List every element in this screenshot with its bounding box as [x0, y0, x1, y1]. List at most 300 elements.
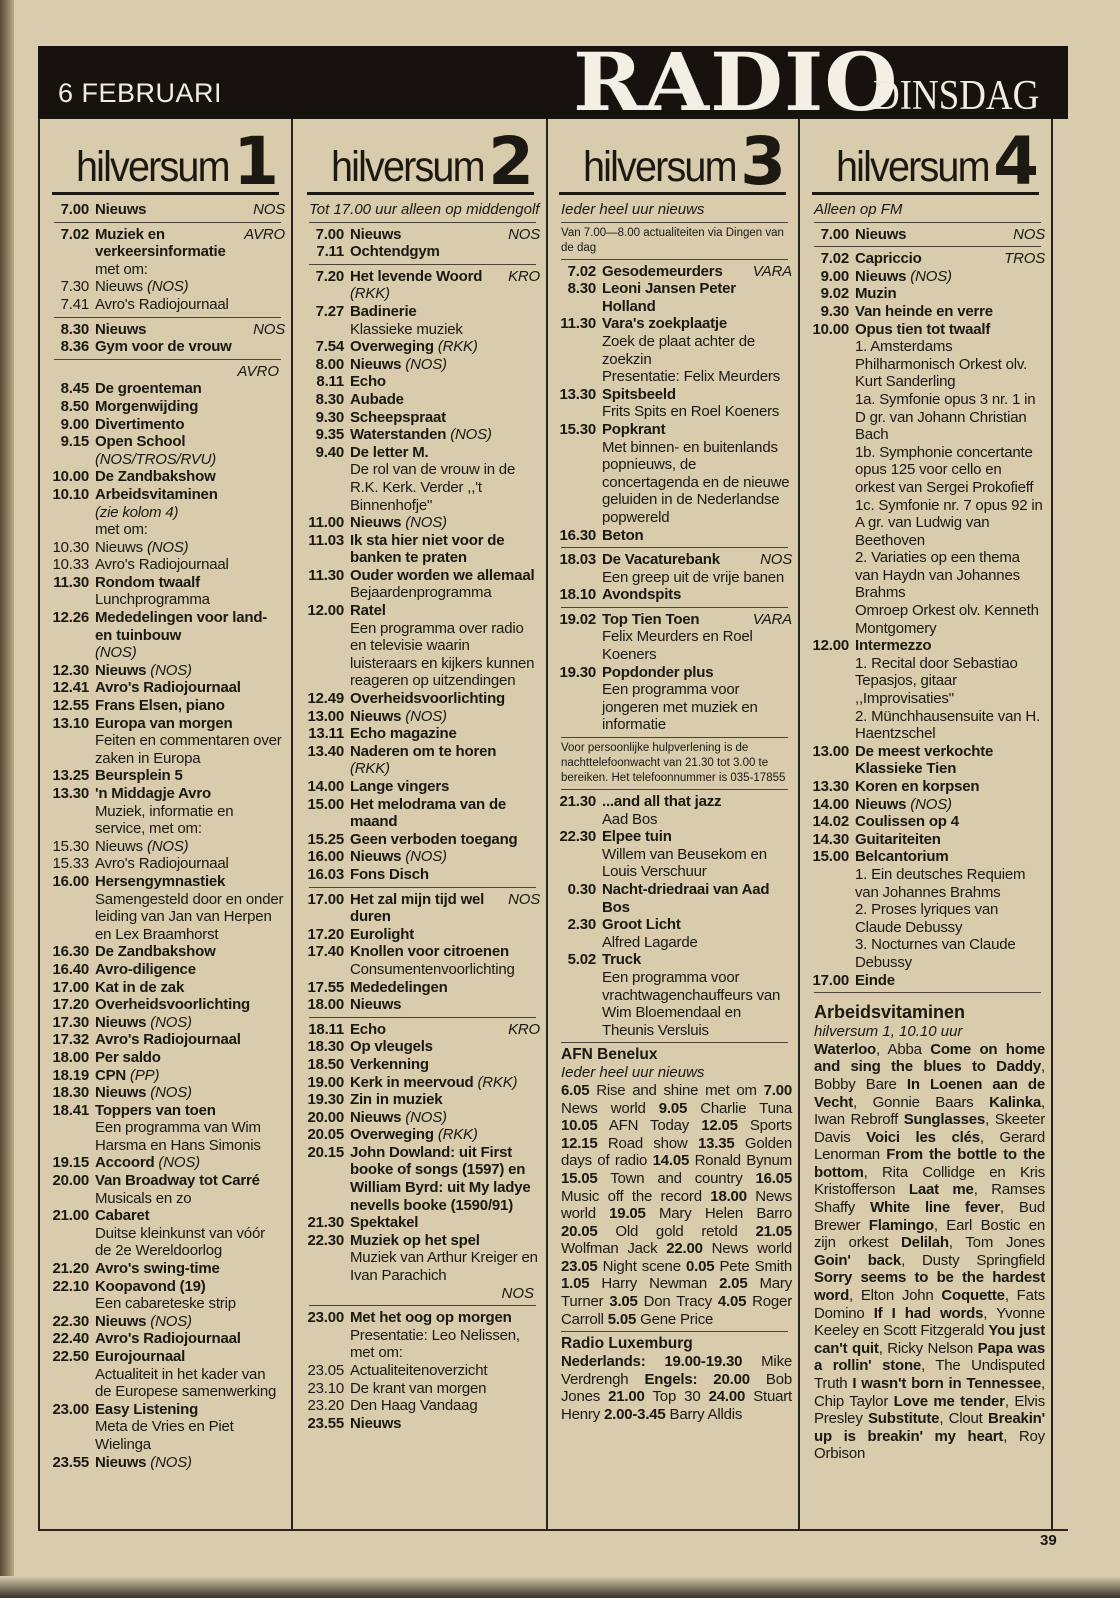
program-body — [95, 1278, 285, 1313]
program-time: 15.30 — [559, 420, 596, 438]
divider — [814, 246, 1041, 247]
program-body — [95, 838, 285, 856]
program-body — [350, 690, 540, 708]
broadcaster-note: (NOS) — [158, 1154, 200, 1172]
program-time: 7.27 — [315, 302, 344, 320]
artist-name: , Abba — [876, 1040, 931, 1058]
program-time: 8.30 — [315, 390, 344, 408]
program-title-line — [602, 421, 792, 439]
program-title-line — [855, 848, 1045, 866]
broadcaster-label: NOS — [1013, 225, 1045, 243]
program-time: 7.00 — [60, 201, 89, 218]
program-title: Nieuws — [350, 514, 402, 532]
program-body — [350, 1232, 540, 1285]
program-time: 13.30 — [559, 385, 596, 403]
program-title: Nieuws — [95, 320, 147, 338]
program-body — [95, 556, 285, 574]
program-body — [855, 226, 1045, 244]
program-entry — [303, 1144, 540, 1214]
divider — [561, 1042, 788, 1043]
program-title: Easy Listening — [95, 1400, 199, 1418]
program-body — [95, 398, 285, 416]
program-entry — [48, 539, 285, 557]
program-title: Mary Turner — [561, 1275, 793, 1311]
program-title: De Zandbakshow — [95, 468, 216, 486]
program-title-line — [855, 268, 1045, 286]
song-title: Sorry seems to be the hardest word — [814, 1269, 1045, 1305]
program-entry — [808, 796, 1045, 814]
program-title: Waterstanden — [350, 426, 447, 444]
program-body — [350, 866, 540, 884]
program-title-line — [350, 996, 540, 1014]
program-title: Rise and shine met om — [596, 1081, 757, 1099]
broadcaster-note: (zie kolom 4) — [95, 503, 179, 521]
program-body — [95, 943, 285, 961]
program-time: 23.55 — [307, 1414, 344, 1432]
program-title: Verkenning — [350, 1055, 429, 1073]
program-body — [95, 1154, 285, 1172]
program-time: 15.30 — [52, 837, 89, 855]
program-title: Nieuws — [350, 355, 402, 373]
channel-number: 3 — [740, 123, 786, 200]
program-time: 23.05 — [561, 1257, 598, 1275]
program-body — [95, 961, 285, 979]
program-title-line — [350, 1214, 540, 1232]
song-title: White line fever — [870, 1199, 1000, 1217]
program-time: 19.30 — [559, 663, 596, 681]
program-title: Town and country — [610, 1169, 743, 1187]
program-entry — [48, 321, 285, 339]
program-title: Overheidsvoorlichting — [95, 996, 250, 1014]
program-title: Koren en korpsen — [855, 778, 980, 795]
song-title: Papa was a rollin' stone — [814, 1339, 1045, 1375]
program-time: 24.00 — [708, 1388, 746, 1406]
program-title-line — [95, 556, 285, 574]
program-title: Nieuws — [95, 201, 147, 218]
program-body — [350, 891, 540, 926]
program-title: Golden days of radio — [561, 1134, 793, 1170]
program-time: 14.30 — [812, 830, 849, 848]
program-time: 22.40 — [52, 1330, 89, 1348]
program-title-line — [350, 866, 540, 884]
song-title: Waterloo — [814, 1040, 877, 1058]
program-body — [350, 567, 540, 602]
program-title: John Dowland: uit First booke of songs (1597) en William Byrd: uit My ladye nevells booke (1590/91) — [350, 1143, 531, 1214]
program-title-line — [350, 514, 540, 532]
program-title-line — [95, 838, 285, 856]
program-body — [350, 778, 540, 796]
program-time: 19.15 — [52, 1154, 89, 1172]
program-entry — [555, 551, 792, 586]
program-description: 2. Proses lyriques van Claude Debussy — [855, 901, 999, 936]
program-entry — [48, 416, 285, 434]
program-title: Nieuws — [95, 837, 143, 855]
program-entry — [303, 1362, 540, 1380]
program-body — [95, 767, 285, 785]
program-title-line — [602, 263, 792, 281]
program-title: De letter M. — [350, 443, 429, 461]
program-title-line — [350, 391, 540, 409]
program-title: Cabaret — [95, 1207, 150, 1225]
program-entry — [48, 662, 285, 680]
program-entry — [303, 1056, 540, 1074]
program-entry — [303, 1380, 540, 1398]
artist-name: , Clout — [939, 1410, 988, 1428]
program-entry — [48, 398, 285, 416]
program-title-line — [602, 315, 792, 333]
program-description: 1. Amsterdams Philharmonisch Orkest olv. Kurt Sanderling — [855, 338, 1028, 391]
program-time: 18.00 — [710, 1187, 747, 1205]
program-title: Per saldo — [95, 1048, 161, 1066]
program-time: 7.00 — [820, 225, 849, 243]
program-body — [350, 1362, 540, 1380]
program-entry — [808, 813, 1045, 831]
broadcaster-label: KRO — [508, 267, 540, 285]
program-description: 2. Münchhausensuite van H. Haentzschel — [855, 707, 1040, 743]
program-body — [855, 972, 1045, 990]
program-title-line — [95, 961, 285, 979]
program-entry — [303, 338, 540, 356]
program-entry — [48, 296, 285, 314]
program-title: Nieuws — [855, 225, 907, 243]
program-title: Avro's Radiojournaal — [95, 1031, 241, 1049]
program-title-line — [602, 664, 792, 682]
program-body — [350, 979, 540, 997]
program-time: 7.20 — [315, 267, 344, 285]
program-time: 12.41 — [52, 679, 89, 697]
program-title-line — [350, 796, 540, 831]
divider — [309, 1017, 536, 1018]
program-body — [602, 828, 792, 881]
program-time: 21.30 — [559, 793, 596, 811]
program-title-line — [350, 1397, 540, 1415]
program-time: 0.05 — [685, 1257, 715, 1275]
program-time: 7.02 — [820, 250, 849, 268]
program-description: Een cabareteske strip — [95, 1295, 236, 1313]
program-title: Nieuws — [350, 848, 402, 866]
broadcaster-label: NOS — [508, 890, 540, 908]
program-title-line — [350, 567, 540, 585]
artist-name: , The Undisputed Truth — [814, 1357, 1045, 1392]
program-title: News world — [561, 1187, 792, 1223]
program-time: 18.19 — [52, 1066, 89, 1084]
program-title-line — [95, 574, 285, 592]
channel-name: hilversum — [836, 143, 989, 191]
program-entry — [303, 356, 540, 374]
program-time: 2.00-3.45 — [603, 1406, 666, 1424]
program-title-line — [95, 1207, 285, 1225]
program-body — [602, 916, 792, 951]
program-entry — [303, 514, 540, 532]
program-title-line — [602, 916, 792, 934]
program-entry — [555, 280, 792, 315]
program-title: Night scene — [602, 1257, 681, 1275]
program-body — [350, 1397, 540, 1415]
program-title-line — [350, 979, 540, 997]
program-description: 1b. Symphonie concertante opus 125 voor cello en orkest van Sergei Prokofieff — [855, 443, 1034, 496]
program-title: Muziek en verkeersinformatie — [95, 225, 226, 261]
channel-header — [52, 119, 279, 200]
program-time: 3.05 — [609, 1293, 638, 1311]
program-title-line — [350, 708, 540, 726]
program-time: 13.30 — [52, 785, 89, 802]
program-title: Nieuws — [350, 707, 402, 725]
program-body — [95, 278, 285, 296]
program-entry — [303, 831, 540, 849]
program-title: Pete Smith — [719, 1257, 793, 1275]
program-title-line — [602, 611, 792, 629]
program-title-line — [855, 303, 1045, 321]
program-body — [95, 433, 285, 468]
program-title-line — [855, 321, 1045, 339]
broadcaster-note: (RKK) — [350, 285, 390, 303]
program-title-line — [95, 1154, 285, 1172]
program-time: 22.50 — [52, 1348, 89, 1365]
program-time: 17.00 — [812, 971, 849, 989]
program-title: Mededelingen voor land- en tuinbouw — [95, 609, 268, 644]
program-title: Zin in muziek — [350, 1091, 443, 1109]
program-title: Vara's zoekplaatje — [602, 315, 728, 333]
program-body — [350, 1021, 540, 1039]
program-title-line — [95, 1067, 285, 1085]
program-title-line — [602, 586, 792, 604]
channel-column-hilversum-1 — [40, 119, 293, 1529]
program-title: Kat in de zak — [95, 978, 185, 996]
program-body — [350, 1380, 540, 1398]
program-title-line — [350, 444, 540, 462]
program-entry — [808, 285, 1045, 303]
program-time: 9.00 — [60, 415, 89, 433]
program-title: Elpee tuin — [602, 828, 672, 846]
program-entry — [48, 996, 285, 1014]
program-body — [855, 848, 1045, 971]
program-body — [95, 715, 285, 768]
program-body — [95, 1049, 285, 1067]
program-title-line — [350, 1232, 540, 1250]
program-body — [602, 793, 792, 828]
program-title-line — [95, 1084, 285, 1102]
program-time: 18.11 — [308, 1020, 344, 1038]
program-entry — [48, 278, 285, 296]
program-title-line — [95, 1278, 285, 1296]
program-title: Top 30 — [652, 1388, 701, 1406]
program-title-line — [95, 416, 285, 434]
program-body — [95, 979, 285, 997]
broadcaster-label: VARA — [752, 610, 792, 628]
program-title: Nacht-driedraai van Aad Bos — [602, 881, 770, 916]
program-time: 15.33 — [52, 855, 89, 873]
program-title-line — [95, 996, 285, 1014]
program-title: Beton — [602, 526, 644, 544]
program-title-line — [350, 891, 540, 926]
program-title-line — [95, 855, 285, 873]
program-body — [95, 1313, 285, 1331]
program-title-line — [95, 486, 285, 504]
program-title-line — [855, 285, 1045, 303]
program-title-line — [350, 602, 540, 620]
program-title-line — [602, 551, 792, 569]
program-title: Avro's Radiojournaal — [95, 556, 229, 574]
program-title-line — [350, 943, 540, 961]
program-description: Presentatie: Leo Nelissen, met om: — [350, 1326, 520, 1362]
program-description: met om: — [95, 260, 148, 278]
program-entry — [48, 338, 285, 356]
program-entry — [303, 426, 540, 444]
channel-header — [812, 119, 1039, 200]
program-body — [350, 926, 540, 944]
song-title: From the bottle to the bottom — [814, 1146, 1045, 1181]
broadcaster-note: (NOS) — [405, 1108, 447, 1126]
divider — [561, 259, 788, 260]
program-title: Nieuws — [95, 661, 147, 679]
program-time: 18.10 — [559, 586, 596, 604]
program-entry — [555, 421, 792, 527]
program-body — [95, 226, 285, 279]
program-time: 12.55 — [52, 697, 89, 715]
divider — [814, 992, 1041, 993]
program-title-line — [350, 356, 540, 374]
program-entry — [48, 1049, 285, 1067]
program-title-line — [350, 1362, 540, 1380]
program-body — [350, 708, 540, 726]
program-time: 15.25 — [307, 830, 344, 848]
program-title-line — [350, 338, 540, 356]
program-title-line — [95, 873, 285, 891]
program-time: 16.03 — [307, 865, 344, 883]
program-time: 7.54 — [315, 338, 344, 356]
program-description: Felix Meurders en Roel Koeners — [602, 628, 753, 664]
artist-name: , Gerard Lenorman — [814, 1128, 1045, 1164]
program-description: Omroep Orkest olv. Kenneth Montgomery — [855, 602, 1039, 637]
program-time: 8.11 — [316, 373, 344, 391]
program-time: 22.30 — [52, 1312, 89, 1330]
program-entry — [555, 828, 792, 881]
program-title-line — [350, 373, 540, 391]
broadcaster-label: NOS — [508, 225, 540, 243]
program-title: Nieuws — [95, 1084, 147, 1102]
program-time: 5.05 — [607, 1310, 637, 1328]
program-entry — [303, 778, 540, 796]
broadcaster-label: KRO — [508, 1020, 540, 1038]
program-body — [350, 725, 540, 743]
program-body — [350, 356, 540, 374]
program-time: 9.35 — [315, 426, 344, 444]
program-body — [95, 855, 285, 873]
divider — [561, 222, 788, 223]
program-title: Avro-diligence — [95, 960, 196, 978]
program-time: 23.00 — [307, 1309, 344, 1327]
program-title: Het zal mijn tijd wel duren — [350, 890, 485, 926]
program-title: Accoord — [95, 1154, 155, 1172]
program-title: Toppers van toen — [95, 1101, 216, 1119]
program-time: 22.30 — [307, 1231, 344, 1249]
divider — [54, 222, 281, 223]
program-title-line — [95, 380, 285, 398]
program-body — [350, 1091, 540, 1109]
divider — [54, 317, 281, 318]
broadcaster-label: VARA — [752, 262, 792, 280]
program-body — [855, 813, 1045, 831]
program-title-line — [95, 767, 285, 785]
program-time: 23.05 — [307, 1362, 344, 1379]
program-title: Koopavond (19) — [95, 1277, 206, 1295]
song-title: Coquette — [941, 1287, 1005, 1305]
song-title: Laat me — [908, 1181, 974, 1199]
song-title: Flamingo — [868, 1216, 934, 1234]
program-body — [95, 539, 285, 557]
program-title: Scheepspraat — [350, 408, 446, 426]
program-description: 1. Recital door Sebastiao Tepasjos, gitaar ,,Improvisaties" — [855, 654, 1018, 708]
program-body — [350, 1144, 540, 1214]
program-entry — [48, 1401, 285, 1454]
program-body — [95, 1207, 285, 1260]
program-time: 21.00 — [52, 1207, 89, 1225]
program-body — [855, 778, 1045, 796]
program-title: Old gold retold — [615, 1222, 738, 1240]
program-title-line — [602, 386, 792, 404]
program-title: Don Tracy — [643, 1293, 713, 1311]
program-entry — [808, 831, 1045, 849]
program-entry — [48, 1031, 285, 1049]
program-title-line — [350, 690, 540, 708]
program-description: Frits Spits en Roel Koeners — [602, 403, 780, 421]
program-title-line — [855, 778, 1045, 796]
program-title: Leoni Jansen Peter Holland — [602, 280, 736, 315]
song-title: Delilah — [901, 1234, 949, 1252]
program-title: Avro's swing-time — [95, 1260, 220, 1278]
program-time: 12.00 — [812, 637, 849, 655]
program-title: Avondspits — [602, 586, 682, 604]
program-time: 8.30 — [567, 280, 596, 298]
program-body — [95, 321, 285, 339]
program-title: Avro's Radiojournaal — [95, 855, 229, 873]
page-binding — [0, 0, 14, 1598]
program-description: Muziek, informatie en service, met om: — [95, 802, 234, 838]
broadcaster-label: TROS — [1004, 250, 1045, 268]
program-time: 18.00 — [307, 996, 344, 1014]
program-body — [855, 268, 1045, 286]
program-title-line — [95, 338, 285, 356]
program-entry — [303, 1021, 540, 1039]
program-time: 17.55 — [307, 978, 344, 996]
program-title: Echo magazine — [350, 725, 457, 743]
channel-name: hilversum — [331, 143, 484, 191]
program-title: Avro's Radiojournaal — [95, 679, 241, 697]
program-entry — [303, 268, 540, 303]
program-time: 16.00 — [52, 872, 89, 890]
intro-note: Tot 17.00 uur alleen op middengolf — [309, 201, 540, 218]
program-body — [602, 263, 792, 281]
program-time: 7.00 — [315, 225, 344, 243]
artist-name: , Rita Collidge en Kris Kristofferson — [814, 1163, 1045, 1199]
program-entry — [808, 743, 1045, 778]
program-entry — [48, 855, 285, 873]
program-body — [95, 1031, 285, 1049]
program-title-line — [350, 303, 540, 321]
program-time: 20.05 — [561, 1222, 598, 1240]
program-title: Stuart Henry — [561, 1388, 793, 1424]
program-time: 10.33 — [52, 556, 89, 574]
program-title-line — [95, 539, 285, 557]
program-title: Groot Licht — [602, 916, 681, 934]
program-entry — [808, 250, 1045, 268]
program-entry — [48, 1207, 285, 1260]
program-body — [95, 996, 285, 1014]
program-title: Wolfman Jack — [561, 1240, 658, 1258]
program-title-line — [350, 743, 540, 761]
program-description: Samengesteld door en onder leiding van Jan van Herpen en Lex Braamhorst — [95, 890, 284, 943]
program-title-line — [350, 226, 540, 244]
